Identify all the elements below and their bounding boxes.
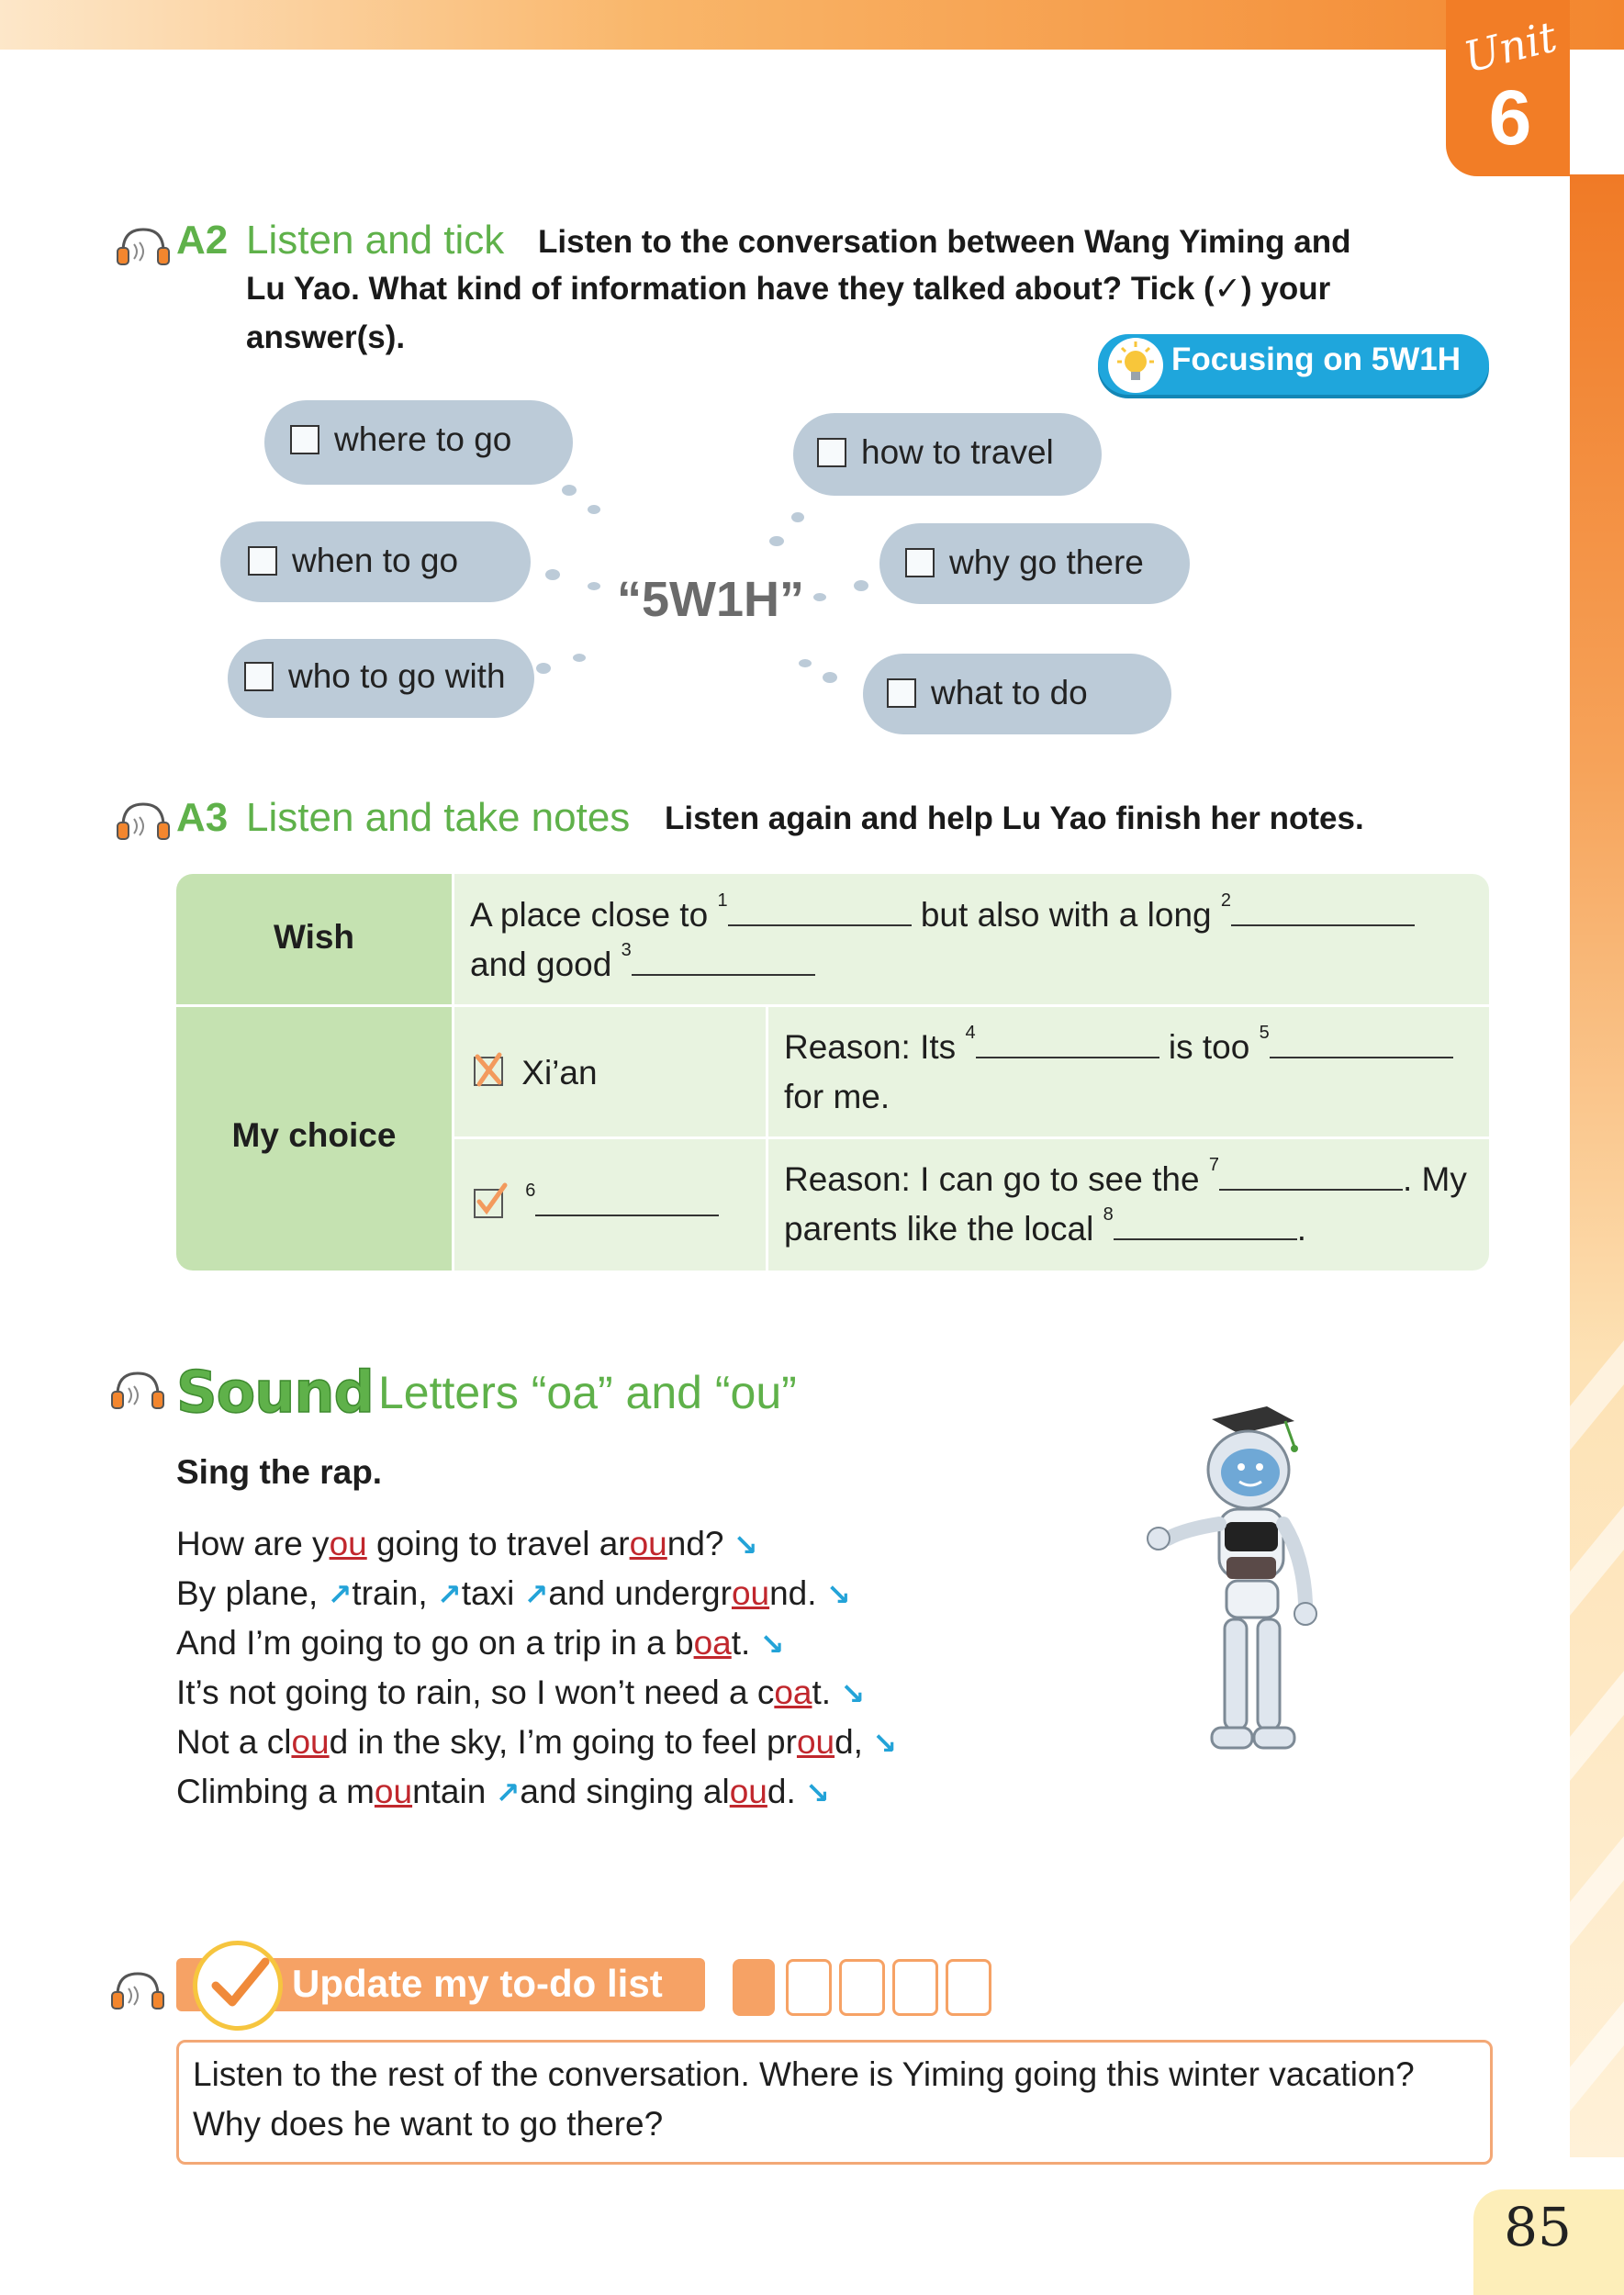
rap-line: And I’m going to go on a trip in a boat. ↘ [176,1624,785,1662]
falling-intonation-icon: ↘ [733,1528,758,1562]
a3-label: A3 [176,795,229,840]
unit-number: 6 [1488,74,1532,161]
option-what-label: what to do [931,674,1088,711]
option-how[interactable] [817,433,1054,472]
blank-8[interactable] [1114,1207,1297,1240]
choice-xian-label: Xi’an [521,1054,598,1092]
option-what[interactable] [887,674,1088,712]
progress-box-empty [892,1959,938,2016]
thought-dot [588,582,600,590]
wish-header: Wish [273,918,355,956]
thought-dot [823,672,837,683]
rising-intonation-icon: ↗ [523,1578,549,1611]
headphones-icon [106,1968,165,2014]
thought-dot [799,659,812,667]
thought-dot [536,663,551,674]
thought-dot [545,569,560,580]
thought-dot [791,512,804,522]
option-when-label: when to go [292,542,459,579]
option-who[interactable] [244,657,506,696]
page-number: 85 [1504,2196,1572,2258]
progress-box-empty [786,1959,832,2016]
blank-1[interactable] [728,893,912,926]
rap-line: How are you going to travel around? ↘ [176,1525,758,1562]
column-divider [766,1004,768,1271]
choice-xian-checkbox[interactable] [474,1057,503,1086]
robot-illustration [1111,1401,1368,1777]
blank-6[interactable] [535,1183,719,1216]
option-when[interactable] [248,542,458,580]
falling-intonation-icon: ↘ [805,1776,830,1809]
wish-text: A place close to $^1$ but also with a long $^2$ and good $^3$ [470,890,1480,990]
progress-box-empty [839,1959,885,2016]
choice-xian [474,1048,598,1098]
choice-other: 6 [474,1181,719,1230]
rap-line: Climbing a mountain ↗and singing aloud. ↘ [176,1773,830,1810]
checkbox[interactable] [905,548,935,577]
headphones-icon [106,1368,165,1414]
a2-instruction-line1: Listen to the conversation between Wang Yiming and [538,224,1351,260]
progress-box-filled [733,1959,775,2016]
a2-title: Listen and tick [246,218,505,263]
thought-dot [588,505,600,514]
thought-dot [813,593,826,601]
sing-instruction: Sing the rap. [176,1453,383,1491]
todo-body-line2: Why does he want to go there? [193,2105,664,2143]
rising-intonation-icon: ↗ [327,1578,353,1611]
todo-title: Update my to-do list [292,1962,663,2005]
checkmark-icon [193,1941,283,2031]
blank-4[interactable] [976,1025,1159,1058]
checkbox[interactable] [887,678,916,708]
choice-header: My choice [231,1116,397,1154]
blank-5[interactable] [1270,1025,1453,1058]
option-why-label: why go there [949,543,1144,581]
row-divider [452,1136,1489,1139]
thought-dot [854,580,868,591]
lightbulb-icon [1108,338,1163,393]
a2-label: A2 [176,218,229,263]
top-orange-band [0,0,1624,50]
unit-word: Unit [1459,11,1562,83]
checkbox[interactable] [290,425,319,454]
option-who-label: who to go with [288,657,506,695]
falling-intonation-icon: ↘ [840,1677,866,1710]
blank-7[interactable] [1219,1158,1403,1191]
reason-1: Reason: Its $^4$ is too $^5$ for me. [784,1023,1482,1122]
option-why[interactable] [905,543,1144,582]
option-where-label: where to go [334,420,512,458]
thought-dot [573,654,586,662]
rising-intonation-icon: ↗ [495,1776,521,1809]
blank-3[interactable] [632,943,815,976]
choice-other-checkbox[interactable] [474,1189,503,1218]
option-how-label: how to travel [861,433,1054,471]
blank-2[interactable] [1231,893,1415,926]
a2-instruction-line3: answer(s). [246,319,406,355]
falling-intonation-icon: ↘ [825,1578,851,1611]
progress-box-empty [946,1959,991,2016]
row-divider [176,1004,1489,1007]
a3-title: Listen and take notes [246,795,631,840]
sound-title: Letters “oa” and “ou” [378,1367,797,1418]
checkbox[interactable] [244,662,274,691]
falling-intonation-icon: ↘ [872,1727,898,1760]
checkbox[interactable] [817,438,846,467]
thought-dot [769,536,784,546]
headphones-icon [112,224,171,270]
thought-dot [562,485,577,496]
a3-instruction: Listen again and help Lu Yao finish her notes. [665,800,1364,836]
rising-intonation-icon: ↗ [436,1578,462,1611]
falling-intonation-icon: ↘ [759,1628,785,1661]
column-divider [452,874,454,1271]
rap-line: Not a cloud in the sky, I’m going to feel proud, ↘ [176,1723,898,1761]
reason-2: Reason: I can go to see the $^7$ . My parents like the local $^8$ . [784,1155,1467,1248]
focus-badge-text: Focusing on 5W1H [1171,341,1461,377]
center-5w1h-label: “5W1H” [617,572,805,627]
sound-heading: Sound [176,1359,374,1426]
rap-line: It’s not going to rain, so I won’t need a coat. ↘ [176,1674,866,1711]
headphones-icon [112,799,171,845]
todo-body [193,2050,1478,2149]
todo-body-line1: Listen to the rest of the conversation. Where is Yiming going this winter vacation? [193,2055,1415,2093]
a2-instruction-line2: Lu Yao. What kind of information have they talked about? Tick (✓) your [246,271,1331,307]
option-where[interactable] [290,420,511,459]
rap-line: By plane, ↗train, ↗taxi ↗and underground. ↘ [176,1574,851,1612]
checkbox[interactable] [248,546,277,576]
